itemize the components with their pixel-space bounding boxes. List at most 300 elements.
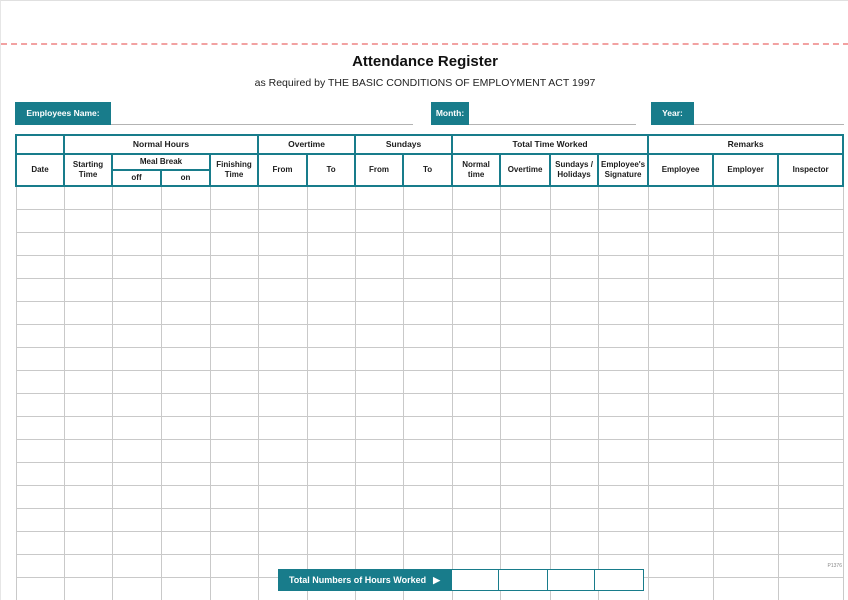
table-cell[interactable] [355, 394, 403, 417]
table-cell[interactable] [713, 210, 778, 233]
table-cell[interactable] [648, 371, 713, 394]
table-cell[interactable] [550, 440, 598, 463]
table-cell[interactable] [307, 394, 355, 417]
table-cell[interactable] [210, 325, 258, 348]
header-remarks-inspector: Inspector [778, 154, 843, 186]
table-cell[interactable] [258, 417, 307, 440]
table-cell[interactable] [112, 302, 161, 325]
table-cell[interactable] [112, 233, 161, 256]
table-cell[interactable] [258, 371, 307, 394]
header-sundays-to: To [403, 154, 452, 186]
table-cell[interactable] [550, 256, 598, 279]
table-cell[interactable] [258, 348, 307, 371]
table-cell[interactable] [648, 440, 713, 463]
total-signature-cell[interactable] [594, 569, 644, 591]
table-cell[interactable] [210, 302, 258, 325]
table-cell[interactable] [403, 463, 452, 486]
total-overtime-cell[interactable] [498, 569, 548, 591]
table-cell[interactable] [16, 279, 64, 302]
table-cell[interactable] [16, 532, 64, 555]
table-cell[interactable] [778, 578, 843, 600]
employee-name-fill-line[interactable] [111, 102, 413, 125]
table-cell[interactable] [713, 463, 778, 486]
table-cell[interactable] [258, 486, 307, 509]
table-cell[interactable] [500, 302, 550, 325]
table-cell[interactable] [598, 417, 648, 440]
table-cell[interactable] [210, 417, 258, 440]
table-cell[interactable] [452, 348, 500, 371]
table-cell[interactable] [307, 509, 355, 532]
table-cell[interactable] [452, 509, 500, 532]
table-cell[interactable] [307, 417, 355, 440]
table-cell[interactable] [452, 371, 500, 394]
table-cell[interactable] [598, 463, 648, 486]
table-cell[interactable] [550, 532, 598, 555]
table-cell[interactable] [403, 256, 452, 279]
table-cell[interactable] [713, 233, 778, 256]
table-cell[interactable] [64, 555, 112, 578]
table-cell[interactable] [598, 532, 648, 555]
month-fill-line[interactable] [469, 102, 636, 125]
table-cell[interactable] [778, 394, 843, 417]
table-cell[interactable] [64, 417, 112, 440]
table-cell[interactable] [161, 371, 210, 394]
table-cell[interactable] [403, 325, 452, 348]
table-cell[interactable] [64, 210, 112, 233]
table-cell[interactable] [550, 302, 598, 325]
table-cell[interactable] [713, 256, 778, 279]
table-cell[interactable] [112, 348, 161, 371]
table-cell[interactable] [500, 486, 550, 509]
table-cell[interactable] [258, 302, 307, 325]
table-cell[interactable] [403, 210, 452, 233]
table-cell[interactable] [307, 440, 355, 463]
table-cell[interactable] [713, 509, 778, 532]
total-hours-label [278, 569, 451, 591]
table-cell[interactable] [355, 186, 403, 210]
table-cell[interactable] [778, 417, 843, 440]
table-cell[interactable] [258, 256, 307, 279]
table-cell[interactable] [16, 394, 64, 417]
table-cell[interactable] [64, 325, 112, 348]
table-cell[interactable] [550, 394, 598, 417]
table-cell[interactable] [112, 325, 161, 348]
table-cell[interactable] [713, 325, 778, 348]
table-cell[interactable] [112, 578, 161, 600]
table-cell[interactable] [500, 325, 550, 348]
table-cell[interactable] [307, 233, 355, 256]
table-cell[interactable] [112, 486, 161, 509]
table-cell[interactable] [500, 394, 550, 417]
table-cell[interactable] [403, 486, 452, 509]
table-cell[interactable] [64, 348, 112, 371]
table-cell[interactable] [210, 256, 258, 279]
year-fill-line[interactable] [694, 102, 844, 125]
table-cell[interactable] [355, 256, 403, 279]
table-cell[interactable] [355, 348, 403, 371]
table-cell[interactable] [550, 233, 598, 256]
table-cell[interactable] [598, 256, 648, 279]
table-cell[interactable] [112, 279, 161, 302]
form-code: P1376 [827, 563, 842, 569]
table-cell[interactable] [210, 233, 258, 256]
table-cell[interactable] [64, 371, 112, 394]
month-label: Month: [431, 102, 469, 125]
table-cell[interactable] [648, 348, 713, 371]
header-overtime-total: Overtime [500, 154, 550, 186]
table-cell[interactable] [648, 279, 713, 302]
table-cell[interactable] [258, 325, 307, 348]
table-cell[interactable] [64, 532, 112, 555]
table-cell[interactable] [355, 210, 403, 233]
table-cell[interactable] [258, 394, 307, 417]
table-cell[interactable] [550, 348, 598, 371]
table-cell[interactable] [500, 440, 550, 463]
table-cell[interactable] [16, 555, 64, 578]
table-cell[interactable] [500, 532, 550, 555]
table-cell[interactable] [648, 532, 713, 555]
total-hours-footer [278, 569, 644, 591]
table-cell[interactable] [778, 186, 843, 210]
header-overtime-from: From [258, 154, 307, 186]
table-cell[interactable] [500, 279, 550, 302]
table-cell[interactable] [500, 186, 550, 210]
header-finishing-time: Finishing Time [210, 154, 258, 186]
table-cell[interactable] [452, 186, 500, 210]
employee-name-label: Employees Name: [15, 102, 111, 125]
table-cell[interactable] [355, 509, 403, 532]
table-cell[interactable] [648, 325, 713, 348]
table-cell[interactable] [210, 440, 258, 463]
table-cell[interactable] [112, 186, 161, 210]
table-cell[interactable] [403, 440, 452, 463]
table-cell[interactable] [598, 394, 648, 417]
table-cell[interactable] [64, 509, 112, 532]
table-cell[interactable] [112, 440, 161, 463]
table-cell[interactable] [713, 279, 778, 302]
table-cell[interactable] [778, 486, 843, 509]
table-cell[interactable] [307, 325, 355, 348]
table-cell[interactable] [713, 555, 778, 578]
table-cell[interactable] [598, 233, 648, 256]
table-cell[interactable] [550, 371, 598, 394]
table-cell[interactable] [112, 509, 161, 532]
table-cell[interactable] [210, 371, 258, 394]
table-cell[interactable] [16, 417, 64, 440]
table-cell[interactable] [598, 440, 648, 463]
table-cell[interactable] [16, 578, 64, 600]
table-cell[interactable] [550, 279, 598, 302]
table-cell[interactable] [355, 233, 403, 256]
table-cell[interactable] [713, 348, 778, 371]
table-cell[interactable] [355, 532, 403, 555]
table-cell[interactable] [403, 532, 452, 555]
table-cell[interactable] [403, 279, 452, 302]
table-cell[interactable] [16, 186, 64, 210]
table-cell[interactable] [648, 555, 713, 578]
table-cell[interactable] [550, 486, 598, 509]
table-cell[interactable] [403, 233, 452, 256]
table-cell[interactable] [258, 440, 307, 463]
table-cell[interactable] [500, 256, 550, 279]
table-cell[interactable] [210, 509, 258, 532]
table-cell[interactable] [648, 256, 713, 279]
table-cell[interactable] [648, 233, 713, 256]
table-cell[interactable] [210, 578, 258, 600]
table-cell[interactable] [64, 463, 112, 486]
header-employees-signature: Employee's Signature [598, 154, 648, 186]
table-cell[interactable] [161, 578, 210, 600]
table-cell[interactable] [161, 279, 210, 302]
table-cell[interactable] [778, 532, 843, 555]
table-cell[interactable] [550, 509, 598, 532]
table-cell[interactable] [598, 371, 648, 394]
table-cell[interactable] [307, 279, 355, 302]
table-cell[interactable] [210, 486, 258, 509]
table-cell[interactable] [112, 532, 161, 555]
table-cell[interactable] [258, 509, 307, 532]
table-cell[interactable] [210, 186, 258, 210]
table-cell[interactable] [452, 417, 500, 440]
table-cell[interactable] [112, 210, 161, 233]
table-cell[interactable] [64, 186, 112, 210]
table-cell[interactable] [161, 256, 210, 279]
table-cell[interactable] [403, 371, 452, 394]
table-cell[interactable] [161, 463, 210, 486]
table-cell[interactable] [403, 302, 452, 325]
table-cell[interactable] [355, 417, 403, 440]
table-cell[interactable] [500, 509, 550, 532]
table-cell[interactable] [403, 186, 452, 210]
table-cell[interactable] [778, 302, 843, 325]
table-cell[interactable] [16, 463, 64, 486]
table-cell[interactable] [598, 186, 648, 210]
table-cell[interactable] [355, 302, 403, 325]
header-meal-break-off: off [112, 170, 161, 186]
table-cell[interactable] [64, 279, 112, 302]
table-cell[interactable] [452, 325, 500, 348]
table-cell[interactable] [403, 509, 452, 532]
table-cell[interactable] [500, 348, 550, 371]
table-cell[interactable] [355, 463, 403, 486]
table-cell[interactable] [500, 233, 550, 256]
table-cell[interactable] [210, 394, 258, 417]
table-cell[interactable] [307, 256, 355, 279]
table-cell[interactable] [210, 279, 258, 302]
table-cell[interactable] [210, 555, 258, 578]
table-cell[interactable] [778, 256, 843, 279]
table-cell[interactable] [778, 509, 843, 532]
table-cell[interactable] [16, 509, 64, 532]
table-cell[interactable] [713, 302, 778, 325]
table-cell[interactable] [598, 325, 648, 348]
table-cell[interactable] [778, 325, 843, 348]
table-cell[interactable] [161, 233, 210, 256]
table-cell[interactable] [112, 417, 161, 440]
table-cell[interactable] [778, 440, 843, 463]
page-title: Attendance Register [352, 53, 498, 70]
table-cell[interactable] [258, 186, 307, 210]
table-cell[interactable] [452, 302, 500, 325]
table-cell[interactable] [355, 440, 403, 463]
table-cell[interactable] [16, 210, 64, 233]
table-cell[interactable] [112, 371, 161, 394]
table-cell[interactable] [452, 210, 500, 233]
table-cell[interactable] [258, 532, 307, 555]
table-cell[interactable] [648, 417, 713, 440]
table-cell[interactable] [713, 394, 778, 417]
table-cell[interactable] [258, 279, 307, 302]
table-cell[interactable] [713, 417, 778, 440]
table-cell[interactable] [161, 302, 210, 325]
table-cell[interactable] [258, 233, 307, 256]
table-cell[interactable] [598, 348, 648, 371]
table-cell[interactable] [355, 325, 403, 348]
table-cell[interactable] [778, 279, 843, 302]
table-cell[interactable] [16, 325, 64, 348]
table-cell[interactable] [307, 186, 355, 210]
table-cell[interactable] [550, 417, 598, 440]
table-cell[interactable] [713, 186, 778, 210]
table-cell[interactable] [648, 578, 713, 600]
table-cell[interactable] [778, 463, 843, 486]
table-cell[interactable] [16, 302, 64, 325]
table-cell[interactable] [500, 463, 550, 486]
table-cell[interactable] [210, 463, 258, 486]
table-cell[interactable] [452, 532, 500, 555]
table-cell[interactable] [161, 186, 210, 210]
table-cell[interactable] [355, 486, 403, 509]
table-cell[interactable] [64, 394, 112, 417]
table-cell[interactable] [550, 325, 598, 348]
table-cell[interactable] [648, 509, 713, 532]
table-cell[interactable] [648, 302, 713, 325]
table-cell[interactable] [307, 302, 355, 325]
table-cell[interactable] [161, 348, 210, 371]
table-cell[interactable] [452, 279, 500, 302]
table-cell[interactable] [403, 417, 452, 440]
table-cell[interactable] [161, 440, 210, 463]
table-cell[interactable] [161, 417, 210, 440]
table-cell[interactable] [452, 440, 500, 463]
table-cell[interactable] [713, 486, 778, 509]
table-cell[interactable] [550, 210, 598, 233]
table-cell[interactable] [112, 256, 161, 279]
table-row [16, 348, 843, 371]
table-cell[interactable] [64, 302, 112, 325]
table-cell[interactable] [778, 348, 843, 371]
total-sundays-holidays-cell[interactable] [547, 569, 595, 591]
table-cell[interactable] [452, 233, 500, 256]
table-row [16, 486, 843, 509]
table-cell[interactable] [452, 394, 500, 417]
table-cell[interactable] [598, 210, 648, 233]
header-group-normal-hours: Normal Hours [64, 135, 258, 154]
table-cell[interactable] [355, 371, 403, 394]
table-cell[interactable] [403, 348, 452, 371]
table-cell[interactable] [452, 463, 500, 486]
table-cell[interactable] [598, 279, 648, 302]
table-cell[interactable] [598, 302, 648, 325]
table-cell[interactable] [210, 210, 258, 233]
table-cell[interactable] [648, 186, 713, 210]
table-cell[interactable] [16, 371, 64, 394]
table-cell[interactable] [307, 486, 355, 509]
table-cell[interactable] [16, 256, 64, 279]
table-cell[interactable] [713, 578, 778, 600]
table-cell[interactable] [161, 532, 210, 555]
header-group-remarks: Remarks [648, 135, 843, 154]
table-cell[interactable] [648, 486, 713, 509]
table-cell[interactable] [648, 463, 713, 486]
table-cell[interactable] [112, 555, 161, 578]
table-cell[interactable] [307, 348, 355, 371]
table-cell[interactable] [500, 417, 550, 440]
table-cell[interactable] [161, 394, 210, 417]
table-cell[interactable] [550, 186, 598, 210]
table-cell[interactable] [307, 371, 355, 394]
table-cell[interactable] [64, 578, 112, 600]
table-cell[interactable] [210, 532, 258, 555]
table-cell[interactable] [713, 371, 778, 394]
table-cell[interactable] [452, 486, 500, 509]
table-cell[interactable] [500, 210, 550, 233]
table-cell[interactable] [64, 233, 112, 256]
table-cell[interactable] [161, 325, 210, 348]
arrow-right-icon: ▶ [433, 574, 441, 585]
table-cell[interactable] [161, 555, 210, 578]
total-normal-time-cell[interactable] [451, 569, 499, 591]
table-cell[interactable] [648, 210, 713, 233]
table-cell[interactable] [452, 256, 500, 279]
table-cell[interactable] [64, 440, 112, 463]
table-cell[interactable] [16, 440, 64, 463]
table-cell[interactable] [598, 509, 648, 532]
table-cell[interactable] [112, 394, 161, 417]
table-cell[interactable] [500, 371, 550, 394]
table-cell[interactable] [258, 463, 307, 486]
table-cell[interactable] [210, 348, 258, 371]
table-cell[interactable] [16, 486, 64, 509]
table-cell[interactable] [64, 486, 112, 509]
table-cell[interactable] [648, 394, 713, 417]
table-cell[interactable] [16, 348, 64, 371]
year-label: Year: [651, 102, 694, 125]
table-cell[interactable] [403, 394, 452, 417]
header-meal-break: Meal Break [112, 154, 210, 170]
table-cell[interactable] [598, 486, 648, 509]
table-cell[interactable] [307, 463, 355, 486]
table-cell[interactable] [307, 210, 355, 233]
table-cell[interactable] [713, 440, 778, 463]
table-cell[interactable] [112, 463, 161, 486]
table-row [16, 371, 843, 394]
header-normal-time: Normal time [452, 154, 500, 186]
table-cell[interactable] [778, 371, 843, 394]
table-cell[interactable] [161, 486, 210, 509]
table-cell[interactable] [64, 256, 112, 279]
table-cell[interactable] [161, 509, 210, 532]
table-cell[interactable] [778, 210, 843, 233]
table-cell[interactable] [550, 463, 598, 486]
table-cell[interactable] [161, 210, 210, 233]
table-cell[interactable] [16, 233, 64, 256]
table-cell[interactable] [778, 233, 843, 256]
table-cell[interactable] [355, 279, 403, 302]
table-cell[interactable] [258, 210, 307, 233]
table-cell[interactable] [307, 532, 355, 555]
table-cell[interactable] [713, 532, 778, 555]
